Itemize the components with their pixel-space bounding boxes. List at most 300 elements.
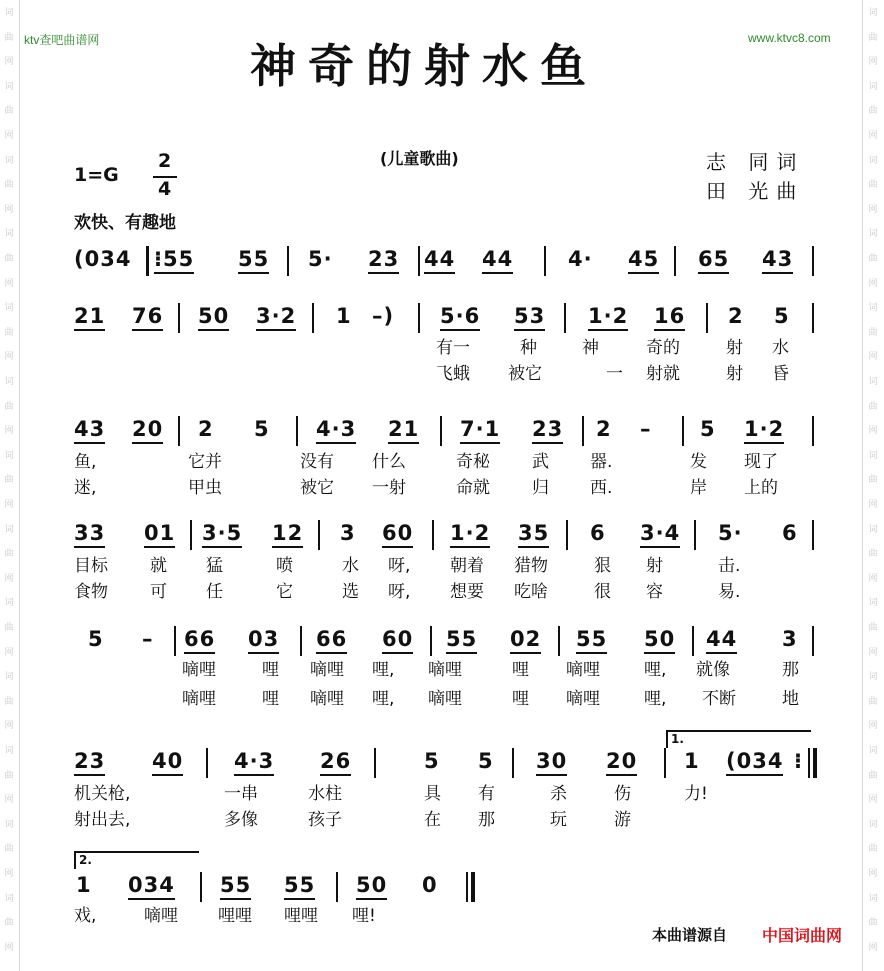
lyric: 游 [614, 810, 631, 830]
watermark-glyph: 词 [868, 8, 878, 18]
lyric: 一射 [372, 478, 406, 498]
watermark-glyph: 曲 [4, 770, 14, 781]
watermark-glyph: 曲 [4, 401, 14, 412]
note: 1 [76, 873, 92, 897]
note: 66 [316, 626, 347, 654]
bar-line [418, 246, 420, 276]
lyric: 哩, [372, 660, 395, 680]
lyric: 它 [276, 582, 293, 602]
note: 26 [320, 748, 351, 776]
repeat-end-bar-thick [813, 748, 817, 778]
bar-line [374, 748, 376, 778]
lyric: 孩子 [308, 810, 342, 830]
bar-line [544, 246, 546, 276]
note: 03 [248, 626, 279, 654]
watermark-glyph: 网 [868, 647, 878, 658]
lyric: 杀 [550, 784, 567, 804]
note: 01 [144, 520, 175, 548]
watermark-glyph: 网 [4, 942, 14, 953]
watermark-glyph: 曲 [4, 106, 14, 117]
lyric: 一 [606, 364, 623, 384]
note: 5 [774, 304, 790, 328]
score-line-7 [70, 872, 830, 906]
bar-line [812, 520, 814, 550]
watermark-glyph: 网 [868, 278, 878, 289]
bar-line [312, 303, 314, 333]
note: – [142, 627, 154, 651]
note: 0 [422, 873, 438, 897]
lyric: 机关枪, [74, 784, 131, 804]
lyric: 不断 [702, 689, 736, 709]
lyric: 任 [206, 582, 223, 602]
note: 65 [698, 246, 729, 274]
tempo-marking: 欢快、有趣地 [74, 213, 176, 233]
note: 7·1 [460, 416, 500, 444]
note: 5· [718, 521, 743, 545]
lyric: 被它 [300, 478, 334, 498]
note: 3 [340, 521, 356, 545]
watermark-glyph: 网 [4, 500, 14, 510]
watermark-glyph: 曲 [868, 106, 878, 117]
note: 45 [628, 246, 659, 274]
lyric: 射就 [646, 364, 680, 384]
bar-line [564, 303, 566, 333]
lyric: 可 [150, 582, 167, 602]
lyric: 就 [150, 556, 167, 576]
note: 21 [74, 303, 105, 331]
watermark-glyph: 词 [4, 303, 14, 314]
watermark-glyph: 网 [868, 721, 878, 732]
note: 23 [532, 416, 563, 444]
note: 3·4 [640, 520, 680, 548]
note: 23 [74, 748, 105, 776]
note: 6 [590, 521, 606, 545]
lyric: 吃啥 [514, 582, 548, 602]
lyric: 哩 [262, 660, 279, 680]
right-border [862, 0, 863, 971]
watermark-glyph: 网 [4, 57, 14, 68]
lyric: 很 [594, 582, 611, 602]
watermark-glyph: 曲 [868, 401, 878, 412]
bar-line [200, 872, 202, 902]
watermark-glyph: 网 [868, 57, 878, 68]
watermark-glyph: 网 [4, 278, 14, 289]
watermark-glyph: 曲 [868, 918, 878, 929]
lyric: 嘀哩 [428, 689, 462, 709]
repeat-dots: ⁝ [794, 749, 803, 773]
note: 5 [478, 749, 494, 773]
watermark-glyph: 网 [868, 869, 878, 879]
lyric: 嘀哩 [182, 660, 216, 680]
note: 5 [254, 417, 270, 441]
watermark-glyph: 网 [868, 573, 878, 584]
note: 35 [518, 520, 549, 548]
lyric: 易. [718, 582, 741, 602]
lyric: 容 [646, 582, 663, 602]
lyric: 命就 [456, 478, 490, 498]
watermark-glyph: 词 [4, 672, 14, 683]
lyric: 昏 [772, 364, 789, 384]
note: 20 [606, 748, 637, 776]
lyric: 种 [520, 338, 537, 358]
note: 1·2 [744, 416, 784, 444]
lyric: 那 [782, 660, 799, 680]
note: 1 [684, 749, 700, 773]
watermark-glyph: 词 [868, 450, 878, 461]
note: 43 [74, 416, 105, 444]
lyric: 呀, [388, 582, 411, 602]
note: 21 [388, 416, 419, 444]
score-line-5 [70, 626, 830, 660]
lyric: 嘀哩 [144, 906, 178, 926]
lyric: 多像 [224, 810, 258, 830]
watermark-glyph: 词 [868, 229, 878, 240]
bar-line [812, 303, 814, 333]
lyric: 有一 [436, 338, 470, 358]
lyric: 器. [590, 452, 613, 472]
watermark-glyph: 曲 [868, 623, 878, 633]
lyric: 水 [342, 556, 359, 576]
lyric: 鱼, [74, 452, 97, 472]
time-denominator: 4 [158, 178, 172, 200]
lyric: 奇秘 [456, 452, 490, 472]
score-line-1 [70, 246, 830, 280]
note: 16 [654, 303, 685, 331]
bar-line [812, 416, 814, 446]
lyric: 什么 [372, 452, 406, 472]
watermark-glyph: 网 [868, 942, 878, 953]
left-border [19, 0, 20, 971]
watermark-glyph: 网 [868, 204, 878, 215]
watermark-glyph: 网 [4, 721, 14, 732]
left-site-link[interactable]: ktv查吧曲谱网 [24, 33, 100, 47]
bar-line [440, 416, 442, 446]
lyric: 在 [424, 810, 441, 830]
watermark-glyph: 曲 [868, 254, 878, 264]
lyric: 嘀哩 [310, 660, 344, 680]
note: 23 [368, 246, 399, 274]
lyric: 甲虫 [188, 478, 222, 498]
watermark-glyph: 网 [4, 647, 14, 658]
watermark-glyph: 词 [4, 524, 14, 535]
lyric: 一串 [224, 784, 258, 804]
watermark-glyph: 曲 [868, 549, 878, 560]
watermark-glyph: 曲 [868, 180, 878, 191]
bar-line [296, 416, 298, 446]
note: 55 [238, 246, 269, 274]
watermark-glyph: 网 [868, 795, 878, 806]
lyric: 哩哩 [218, 906, 252, 926]
lyric: 被它 [508, 364, 542, 384]
first-ending-bracket: 1. [666, 730, 811, 748]
lyric: 戏, [74, 906, 97, 926]
note: 55 [576, 626, 607, 654]
note: 55 [284, 872, 315, 900]
watermark-glyph: 曲 [4, 918, 14, 929]
bar-line [512, 748, 514, 778]
second-ending-bracket: 2. [74, 851, 199, 869]
repeat-end-bar [808, 748, 810, 778]
lyric: 就像 [696, 660, 730, 680]
source-label: 本曲谱源自 [652, 926, 728, 944]
lyric: 岸 [690, 478, 707, 498]
note: 50 [356, 872, 387, 900]
lyric: 哩, [372, 689, 395, 709]
note: –) [372, 304, 395, 328]
lyric: 猎物 [514, 556, 548, 576]
watermark-glyph: 曲 [4, 623, 14, 633]
bar-line [558, 626, 560, 656]
score-line-3 [70, 416, 830, 450]
watermark-glyph: 词 [868, 524, 878, 535]
genre-label: (儿童歌曲) [380, 149, 459, 168]
lyric: 食物 [74, 582, 108, 602]
lyric: 飞蛾 [436, 364, 470, 384]
watermark-glyph: 词 [868, 598, 878, 609]
lyric: 哩 [262, 689, 279, 709]
bar-line [812, 246, 814, 276]
lyric: 击. [718, 556, 741, 576]
key-signature: 1=G [74, 164, 119, 186]
bar-line [706, 303, 708, 333]
bar-line [566, 520, 568, 550]
watermark-glyph: 词 [4, 450, 14, 461]
lyric: 哩, [644, 689, 667, 709]
lyric: 目标 [74, 556, 108, 576]
note: 5· [308, 247, 333, 271]
lyric: 选 [342, 582, 359, 602]
lyric: 现了 [744, 452, 778, 472]
note: 33 [74, 520, 105, 548]
note: 43 [762, 246, 793, 274]
watermark-glyph: 网 [868, 352, 878, 363]
note: 1·2 [588, 303, 628, 331]
note: 2 [728, 304, 744, 328]
watermark-glyph: 网 [4, 869, 14, 879]
watermark-glyph: 词 [868, 672, 878, 683]
lyric: 地 [782, 689, 799, 709]
note: 53 [514, 303, 545, 331]
bar-line [682, 416, 684, 446]
lyric: 射出去, [74, 810, 131, 830]
watermark-glyph: 曲 [4, 549, 14, 560]
watermark-glyph: 词 [868, 377, 878, 387]
bar-line [206, 748, 208, 778]
note: 76 [132, 303, 163, 331]
watermark-glyph: 词 [4, 893, 14, 904]
note: 4· [568, 247, 593, 271]
source-site-link[interactable]: 中国词曲网 [762, 926, 843, 945]
bar-line [300, 626, 302, 656]
note: 5 [424, 749, 440, 773]
watermark-glyph: 曲 [868, 844, 878, 855]
lyric: 射 [726, 338, 743, 358]
bar-line [674, 246, 676, 276]
lyric: 狠 [594, 556, 611, 576]
note: 2 [596, 417, 612, 441]
bar-line [318, 520, 320, 550]
score-line-4 [70, 520, 830, 554]
note: (034 [726, 748, 783, 776]
watermark-glyph: 词 [868, 155, 878, 166]
watermark-glyph: 词 [868, 819, 878, 830]
lyric: 嘀哩 [566, 660, 600, 680]
repeat-bar [146, 246, 149, 276]
lyric: 嘀哩 [566, 689, 600, 709]
bar-line [178, 303, 180, 333]
bar-line [664, 748, 666, 778]
lyric: 武 [532, 452, 549, 472]
watermark-glyph: 曲 [4, 327, 14, 338]
lyric: 上的 [744, 478, 778, 498]
time-numerator: 2 [158, 150, 172, 172]
note: 20 [132, 416, 163, 444]
watermark-glyph: 网 [4, 352, 14, 363]
note: 5 [88, 627, 104, 651]
note: 60 [382, 520, 413, 548]
note: 3·5 [202, 520, 242, 548]
lyric: 哩哩 [284, 906, 318, 926]
lyric: 射 [726, 364, 743, 384]
lyric: 力! [684, 784, 708, 804]
lyric: 没有 [300, 452, 334, 472]
watermark-glyph: 网 [4, 131, 14, 141]
song-title: 神奇的射水鱼 [250, 39, 598, 93]
note: 50 [198, 303, 229, 331]
lyric: 神 [582, 338, 599, 358]
bar-line [692, 626, 694, 656]
watermark-glyph: 词 [4, 377, 14, 387]
note: 60 [382, 626, 413, 654]
lyric: 水柱 [308, 784, 342, 804]
bar-line [694, 520, 696, 550]
note: 034 [128, 872, 175, 900]
lyric: 喷 [276, 556, 293, 576]
lyric: 那 [478, 810, 495, 830]
watermark-glyph: 曲 [868, 696, 878, 707]
watermark-glyph: 网 [4, 204, 14, 215]
bar-line [174, 626, 176, 656]
note: 3·2 [256, 303, 296, 331]
note: – [640, 417, 652, 441]
watermark-glyph: 网 [4, 426, 14, 437]
watermark-glyph: 曲 [4, 254, 14, 264]
lyric: 归 [532, 478, 549, 498]
lyric: 奇的 [646, 338, 680, 358]
watermark-glyph: 曲 [868, 32, 878, 43]
bar-line [287, 246, 289, 276]
bar-line [812, 626, 814, 656]
note: 5·6 [440, 303, 480, 331]
note: ⁝55 [154, 246, 194, 274]
note: 02 [510, 626, 541, 654]
note: 30 [536, 748, 567, 776]
lyric: 有 [478, 784, 495, 804]
lyric: 哩, [644, 660, 667, 680]
lyric: 嘀哩 [182, 689, 216, 709]
final-bar-thick [471, 872, 475, 902]
note: 50 [644, 626, 675, 654]
note: 2 [198, 417, 214, 441]
watermark-glyph: 词 [4, 746, 14, 756]
lyric: 嘀哩 [428, 660, 462, 680]
watermark-glyph: 网 [4, 795, 14, 806]
score-line-2 [70, 303, 830, 337]
watermark-glyph: 曲 [4, 32, 14, 43]
watermark-glyph: 词 [4, 598, 14, 609]
lyric: 伤 [614, 784, 631, 804]
lyric: 西. [590, 478, 613, 498]
lyric: 嘀哩 [310, 689, 344, 709]
lyric: 哩 [512, 689, 529, 709]
watermark-glyph: 曲 [868, 770, 878, 781]
watermark-glyph: 曲 [4, 180, 14, 191]
lyricist-credit: 志 同词 [706, 150, 805, 174]
lyric: 射 [646, 556, 663, 576]
bar-line [190, 520, 192, 550]
lyric: 哩 [512, 660, 529, 680]
note: 3 [782, 627, 798, 651]
watermark-glyph: 曲 [4, 475, 14, 486]
watermark-glyph: 词 [4, 819, 14, 830]
lyric: 具 [424, 784, 441, 804]
watermark-glyph: 曲 [868, 327, 878, 338]
watermark-glyph: 词 [868, 303, 878, 314]
note: 1 [336, 304, 352, 328]
watermark-glyph: 词 [4, 229, 14, 240]
final-bar [466, 872, 468, 902]
note: 44 [482, 246, 513, 274]
score-line-6 [70, 748, 830, 782]
watermark-glyph: 词 [868, 81, 878, 92]
watermark-glyph: 词 [4, 155, 14, 166]
note: 66 [184, 626, 215, 654]
note: 44 [424, 246, 455, 274]
note: 6 [782, 521, 798, 545]
lyric: 哩! [352, 906, 376, 926]
note: 44 [706, 626, 737, 654]
bar-line [178, 416, 180, 446]
composer-credit: 田 光曲 [706, 179, 805, 203]
lyric: 朝着 [450, 556, 484, 576]
lyric: 水 [772, 338, 789, 358]
note: 1·2 [450, 520, 490, 548]
bar-line [430, 626, 432, 656]
lyric: 迷, [74, 478, 97, 498]
note: 4·3 [234, 748, 274, 776]
watermark-glyph: 网 [868, 500, 878, 510]
lyric: 玩 [550, 810, 567, 830]
watermark-glyph: 词 [4, 8, 14, 18]
note: 5 [700, 417, 716, 441]
watermark-glyph: 曲 [4, 696, 14, 707]
watermark-glyph: 词 [868, 893, 878, 904]
bar-line [418, 303, 420, 333]
lyric: 想要 [450, 582, 484, 602]
note: 40 [152, 748, 183, 776]
lyric: 猛 [206, 556, 223, 576]
bar-line [432, 520, 434, 550]
watermark-glyph: 曲 [868, 475, 878, 486]
watermark-glyph: 网 [868, 131, 878, 141]
watermark-glyph: 词 [4, 81, 14, 92]
right-site-link[interactable]: www.ktvc8.com [748, 31, 831, 45]
note: (034 [74, 247, 132, 271]
watermark-glyph: 曲 [4, 844, 14, 855]
bar-line [582, 416, 584, 446]
watermark-glyph: 网 [4, 573, 14, 584]
bar-line [336, 872, 338, 902]
